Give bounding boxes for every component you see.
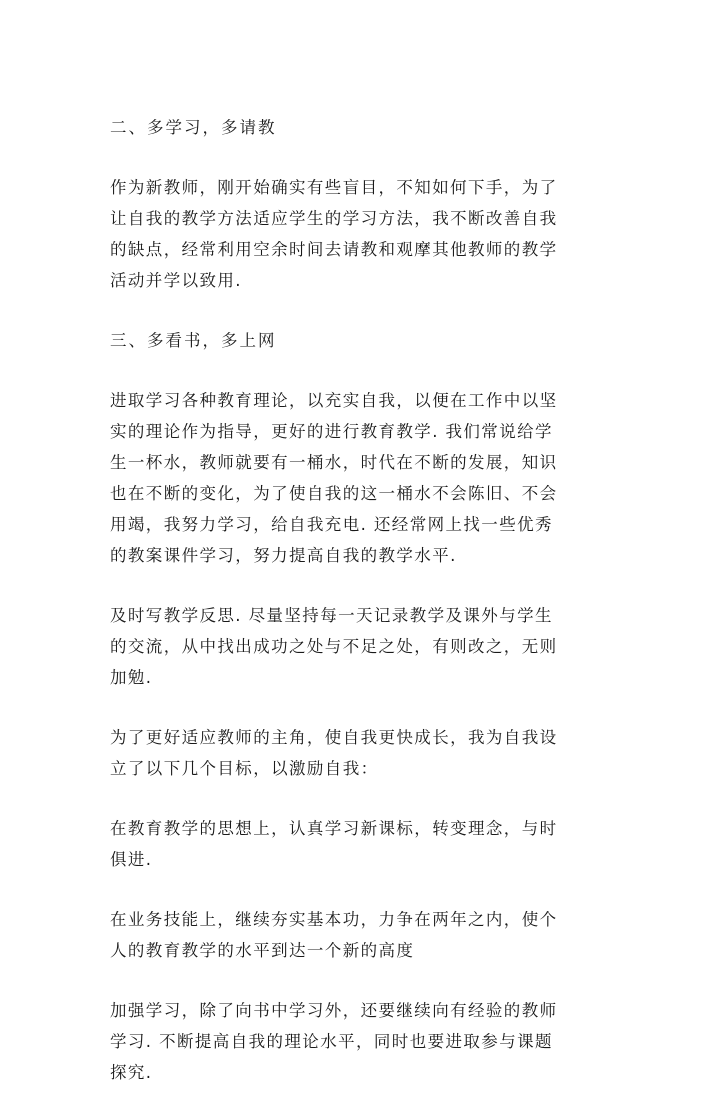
- paragraph-line: 加强学习，除了向书中学习外，还要继续向有经验的教师: [110, 1001, 558, 1020]
- section-heading: [110, 325, 596, 356]
- paragraph: [110, 600, 596, 693]
- paragraph-line: 在业务技能上，继续夯实基本功，力争在两年之内，使个: [110, 910, 558, 929]
- paragraph-line: 也在不断的变化，为了使自我的这一桶水不会陈旧、不会: [110, 484, 558, 503]
- paragraph-line: 为了更好适应教师的主角，使自我更快成长，我为自我设: [110, 728, 558, 747]
- paragraph-line: 用竭，我努力学习，给自我充电. 还经常网上找一些优秀: [110, 515, 553, 534]
- paragraph-line: 在教育教学的思想上，认真学习新课标，转变理念，与时: [110, 819, 558, 838]
- paragraph-line: 进取学习各种教育理论，以充实自我，以便在工作中以坚: [110, 391, 558, 410]
- paragraph: [110, 904, 596, 966]
- paragraph-line: 人的教育教学的水平到达一个新的高度: [110, 941, 415, 960]
- paragraph-line: 让自我的教学方法适应学生的学习方法，我不断改善自我: [110, 209, 558, 228]
- paragraph: [110, 722, 596, 784]
- paragraph-line: 及时写教学反思. 尽量坚持每一天记录教学及课外与学生: [110, 606, 553, 625]
- section-heading: [110, 112, 596, 143]
- paragraph-line: 俱进.: [110, 850, 153, 869]
- paragraph-line: 的教案课件学习，努力提高自我的教学水平.: [110, 546, 457, 565]
- paragraph-line: 活动并学以致用.: [110, 271, 242, 290]
- paragraph-line: 学习. 不断提高自我的理论水平，同时也要进取参与课题: [110, 1032, 553, 1051]
- paragraph-line: 立了以下几个目标，以激励自我：: [110, 759, 379, 778]
- paragraph-line: 实的理论作为指导，更好的进行教育教学. 我们常说给学: [110, 422, 553, 441]
- paragraph: [110, 995, 596, 1088]
- paragraph-line: 生一杯水，教师就要有一桶水，时代在不断的发展，知识: [110, 453, 558, 472]
- paragraph: [110, 385, 596, 571]
- paragraph: [110, 172, 596, 296]
- heading-text: 三、多看书，多上网: [110, 331, 277, 350]
- heading-text: 二、多学习，多请教: [110, 118, 277, 137]
- paragraph-line: 作为新教师，刚开始确实有些盲目，不知如何下手，为了: [110, 178, 558, 197]
- paragraph-line: 探究.: [110, 1063, 153, 1082]
- document-body: [110, 112, 596, 1117]
- paragraph-line: 加勉.: [110, 668, 153, 687]
- paragraph-line: 的交流，从中找出成功之处与不足之处，有则改之，无则: [110, 637, 558, 656]
- paragraph-line: 的缺点，经常利用空余时间去请教和观摩其他教师的教学: [110, 240, 558, 259]
- paragraph: [110, 813, 596, 875]
